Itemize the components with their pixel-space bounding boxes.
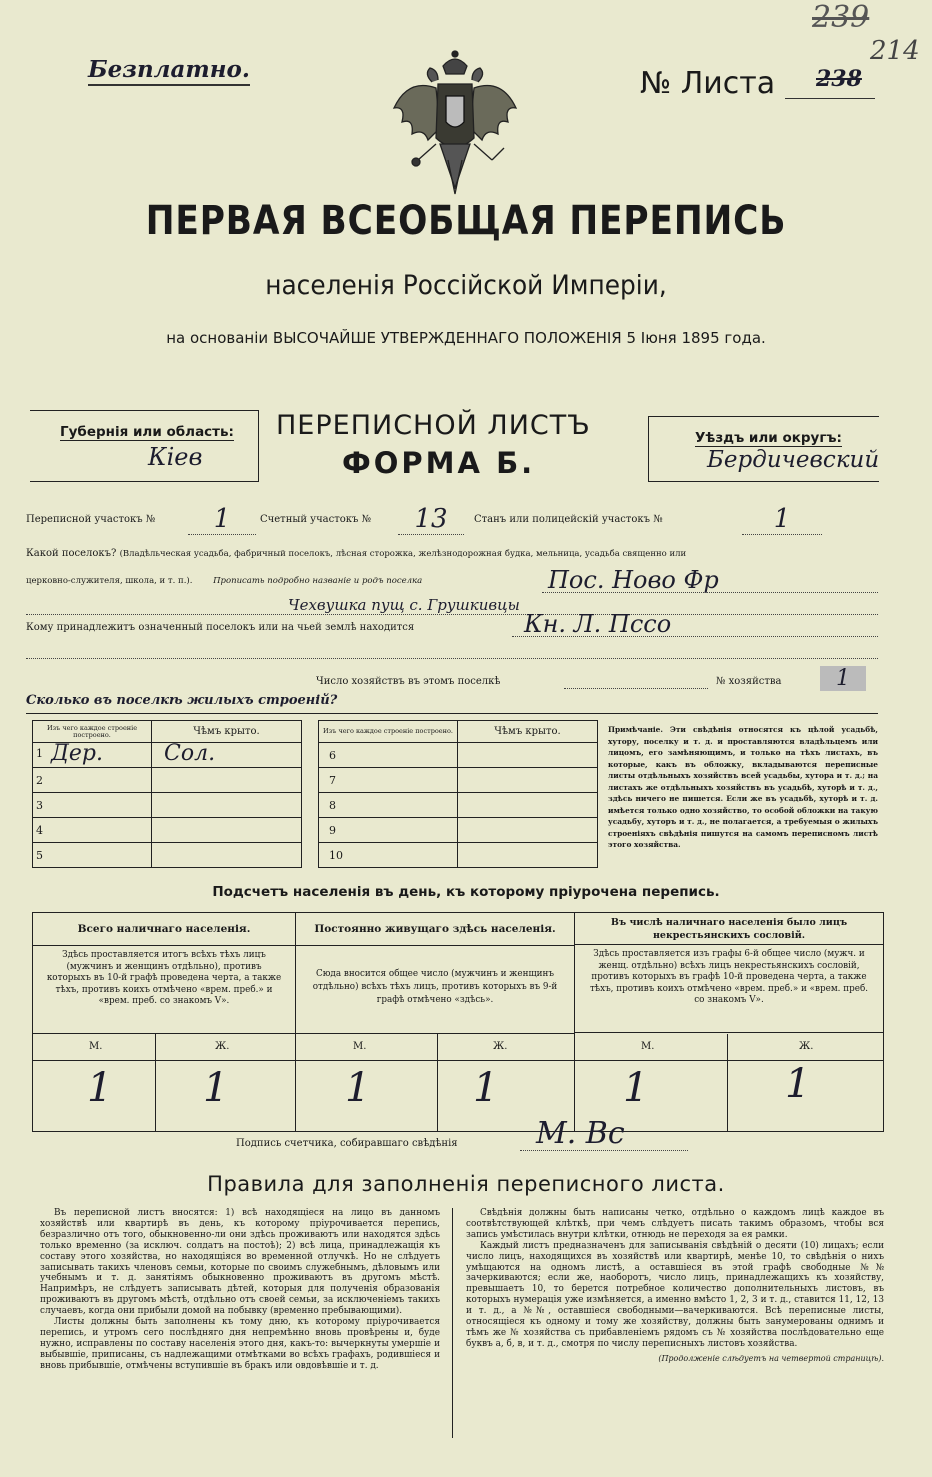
table-row [319,768,598,793]
owner-underline-2 [26,658,878,659]
form-name: ФОРМА Б. [342,446,536,480]
census-area-value: 1 [188,504,256,535]
table-row [319,743,598,768]
value-col1-f: 1 [203,1065,229,1111]
rules-right-p2: Каждый листъ предназначенъ для записыванія свѣдѣній о десяти (10) лицахъ; если число лицъ, находящихся въ хозяйствѣ или квартирѣ, менѣе 10, то свѣдѣнія о нихъ умѣщаются на одномъ листѣ, а оставшіеся въ этой графѣ свободные №№ зачеркиваются; если же, наоборотъ, число лицъ, принадлежащихъ къ хозяйству, превышаетъ 10, то берется потребное количество дополнительныхъ листовъ, въ которыхъ нумерація уже измѣняется, а именно вмѣсто 1, 2, 3 и т. д., ставится 11, 12, 13 и т. д., а №№, оставшіеся свободными—вачеркиваются. Всѣ переписные листы, относящіеся къ одному и тому же хозяйству, должны быть занумерованы однимъ и тѣмъ же № хозяйства съ прибавленіемъ рядомъ съ № хозяйства послѣдовательно еще буквъ а, б, в, и т. д., смотря по числу переписныхъ листовъ хозяйства. [466,1240,884,1349]
row-number: 2 [33,768,152,793]
settlement-hint-2: церковно-служителя, школа, и т. п.). [26,576,193,586]
settlement-underline-2 [26,614,878,615]
value-col1-m: 1 [87,1065,113,1111]
col1-title: Всего наличнаго населенія. [33,913,295,946]
material-cell: Дер. [51,741,103,766]
settlement-line [26,548,878,559]
value-col3-f: 1 [785,1061,811,1107]
row-number: 1 [36,747,43,760]
row-number: 4 [33,818,152,843]
settlement-hint: (Владѣльческая усадьба, фабричный поселокъ, лѣсная сторожка, желѣзнодорожная будка, мельница, усадьба священно или [119,549,687,559]
row-number: 7 [319,768,458,793]
uezd-value: Бердичевский [707,447,880,473]
table-row [319,818,598,843]
uezd-box [648,416,879,482]
sheet-number-underline [785,98,875,99]
col-material-header: Изъ чего каждое строеніе построено. [319,721,458,743]
signature-underline [520,1150,688,1151]
row-number: 8 [319,793,458,818]
col3-m: М. [641,1041,655,1052]
col-roof-header: Чѣмъ крыто. [152,721,302,743]
signature-label: Подпись счетчика, собиравшаго свѣдѣнія [236,1138,458,1149]
table-row [319,793,598,818]
col1-text: Здѣсь проставляется итогъ всѣхъ тѣхъ лицъ (мужчинъ и женщинъ отдѣльно), противъ которыхъ въ 10-й графѣ проведена черта, а также тѣхъ, противъ коихъ отмѣчено «врем. преб.» и «врем. преб. со знакомъ V». [33,946,295,1034]
uezd-label: Уѣздъ или округъ: [695,430,842,446]
households-label: Число хозяйствъ въ этомъ поселкѣ [316,676,501,687]
col2-m: М. [353,1041,367,1052]
areas-line [26,504,876,534]
row-number: 5 [33,843,152,868]
col1-f: Ж. [215,1041,230,1052]
col2-text: Сюда вносится общее число (мужчинъ и женщинъ отдѣльно) всѣхъ тѣхъ лицъ, противъ которыхъ въ 9-й графѣ отмѣчено «здѣсь». [296,946,574,1034]
roof-cell: Сол. [164,741,216,766]
gubernia-box [30,410,259,482]
table-row [33,793,302,818]
table-row [33,818,302,843]
page-title: ПЕРВАЯ ВСЕОБЩАЯ ПЕРЕПИСЬ [145,198,787,244]
rules-divider [452,1208,454,1438]
archive-number: 239 [812,0,870,35]
col3-f: Ж. [799,1041,814,1052]
table-row [33,768,302,793]
value-col2-m: 1 [345,1065,371,1111]
owner-value: Кн. Л. Пссо [524,610,672,638]
rules-left-p1: Въ переписной листъ вносятся: 1) всѣ находящіеся на лицо въ данномъ хозяйствѣ или квартирѣ въ день, къ которому пріурочивается перепись, безразлично отъ того, обыкновенно-ли они здѣсь проживаютъ или находятся здѣсь только временно (за исключ. солдатъ на постоѣ); 2) всѣ лица, принадлежащія къ составу этого хозяйства, но находящіяся во временной отлучкѣ. Но не слѣдуетъ записывать такихъ членовъ семьи, которые по своимъ служебнымъ, дѣловымъ или учебнымъ и т. д. занятіямъ обыкновенно проживаютъ въ другомъ мѣстѣ. Напримѣръ, не слѣдуетъ записывать дѣтей, которыя для полученія образованія проживаютъ въ другомъ мѣстѣ, отдѣльно отъ своей семьи, за исключеніемъ такихъ случаевъ, когда они прибыли домой на побывку (временно пребывающими). [40,1208,440,1317]
owner-underline [512,636,878,637]
settlement-value-2: Чехвушка пущ с. Грушкивцы [288,596,520,614]
stan-label: Станъ или полицейскій участокъ № [474,514,663,525]
count-area-value: 13 [398,504,464,535]
population-table [32,912,884,1132]
row-number: 3 [33,793,152,818]
col-roof-header: Чѣмъ крыто. [458,721,598,743]
households-underline [564,688,708,689]
col1-m: М. [89,1041,103,1052]
signature-value: М. Вс [536,1116,625,1151]
form-title: ПЕРЕПИСНОЙ ЛИСТЪ [276,410,591,441]
col3-title: Въ числѣ наличнаго населенія было лицъ некрестьянскихъ сословій. [575,913,883,945]
buildings-table-left [32,720,302,868]
col2-title: Постоянно живущаго здѣсь населенія. [296,913,574,946]
buildings-note: Примѣчаніе. Эти свѣдѣнія относятся къ цѣлой усадьбѣ, хутору, поселку и т. д. и проставляются владѣльцемъ или лицомъ, его замѣняющимъ, и только на тѣхъ листахъ, въ которые, какъ въ обложку, вкладываются переписные листы отдѣльныхъ хозяйствъ всей усадьбы, хутора и т. д.; на листахъ же отдѣльныхъ хозяйствъ въ усадьбѣ, хуторѣ и т. д., здѣсь ничего не пишется. Если же въ усадьбѣ, хуторѣ и т. д. имѣется только одно хозяйство, то особой обложки на такую усадьбу, хуторъ и т. д., не полагается, а требуемыя о жилыхъ строеніяхъ свѣдѣнія пишутся на самомъ переписномъ листѣ этого хозяйства. [608,725,878,849]
imperial-eagle-emblem [388,48,522,196]
rules-left-p2: Листы должны быть заполнены къ тому дню, къ которому пріурочивается перепись, и утромъ сего послѣдняго дня непремѣнно вновь провѣрены и, буде нужно, исправлены по составу населенія этого дня, какъ-то: вычеркнуты умершіе и выбывшіе, приписаны, съ надлежащими отмѣтками во всѣхъ графахъ, родившіеся и вновь прибывшіе, отмѣчены вступившіе въ бракъ или овдовѣвшіе и т. д. [40,1317,440,1371]
stan-value: 1 [742,504,822,535]
sheet-number-label: № Листа [640,66,776,101]
col3-text: Здѣсь проставляется изъ графы 6-й общее число (мужч. и женщ. отдѣльно) всѣхъ лицъ некрестьянскихъ сословій, противъ которыхъ въ графѣ 10-й проведена черта, а также тѣхъ, противъ коихъ отмѣчено «врем. преб.» и «врем. преб. со знакомъ V». [575,945,883,1033]
settlement-value: Пос. Ново Фр [548,566,719,594]
free-label: Безплатно. [88,56,250,86]
rules-right [466,1208,884,1365]
buildings-table-right [318,720,598,868]
settlement-underline [542,592,878,593]
buildings-rule [26,713,878,714]
census-area-label: Переписной участокъ № [26,514,156,525]
row-number: 6 [319,743,458,768]
population-heading: Подсчетъ населенія въ день, къ которому пріурочена перепись. [212,884,720,900]
value-col3-m: 1 [623,1065,649,1111]
settlement-instruction: Прописать подробно названіе и родъ поселка [213,576,423,586]
rules-continued: (Продолженіе слѣдуетъ на четвертой страницѣ). [658,1353,884,1363]
rules-right-p1: Свѣдѣнія должны быть написаны четко, отдѣльно о каждомъ лицѣ каждое въ соотвѣтствующей клѣткѣ, при чемъ слѣдуетъ писать такимъ образомъ, чтобы вся запись умѣстилась внутри клѣтки, отнюдь не переходя за ея рамки. [466,1208,884,1240]
table-row [319,843,598,868]
archive-number-2: 214 [870,36,920,66]
household-number-label: № хозяйства [716,676,782,687]
page-subtitle: населенія Россійской Имперіи, [265,270,667,301]
row-number: 10 [319,843,458,868]
buildings-label: Сколько въ поселкѣ жилыхъ строеній? [26,693,338,708]
legal-basis: на основаніи ВЫСОЧАЙШЕ УТВЕРЖДЕННАГО ПОЛОЖЕНІЯ 5 Іюня 1895 года. [166,329,766,347]
households-value: 1 [820,666,866,691]
col2-f: Ж. [493,1041,508,1052]
value-col2-f: 1 [473,1065,499,1111]
owner-label: Кому принадлежитъ означенный поселокъ или на чьей землѣ находится [26,622,415,633]
settlement-label: Какой поселокъ? [26,548,117,559]
gubernia-label: Губернія или область: [60,424,234,440]
sheet-number-value: 238 [816,66,862,92]
table-row [33,743,302,768]
row-number: 9 [319,818,458,843]
gubernia-value: Кіев [148,443,203,471]
settlement-line-2 [26,576,878,586]
table-row [33,843,302,868]
rules-left [40,1208,440,1372]
count-area-label: Счетный участокъ № [260,514,372,525]
col-material-header: Изъ чего каждое строеніе построено. [33,721,152,743]
rules-title: Правила для заполненія переписного листа. [207,1172,725,1196]
